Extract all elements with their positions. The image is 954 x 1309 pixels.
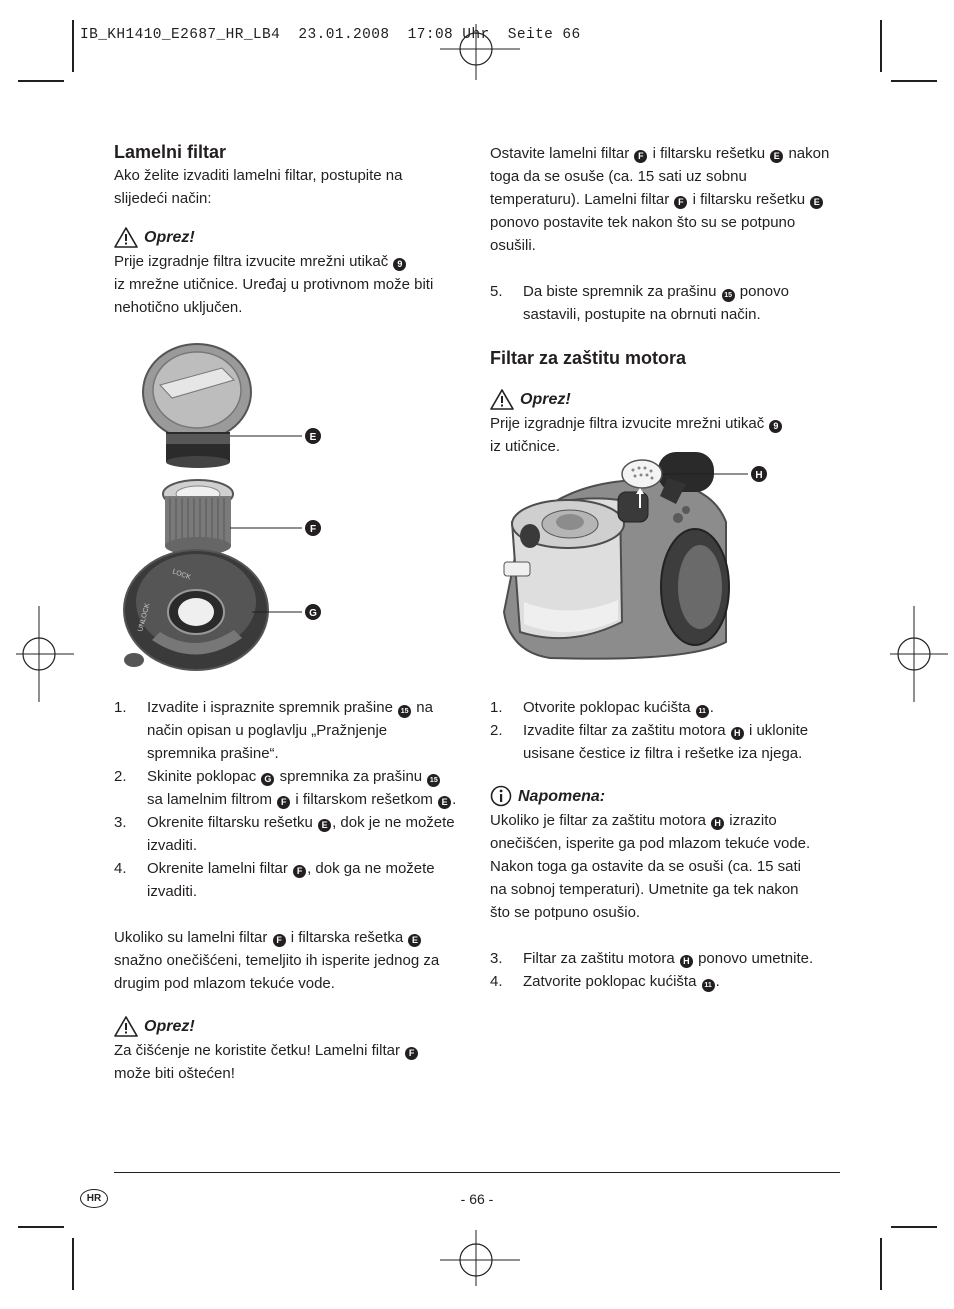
crop-mark	[18, 80, 64, 82]
crop-mark	[880, 1238, 882, 1290]
label-g: G	[309, 608, 317, 619]
list-item: 2. Skinite poklopac G spremnika za prašinu 15 sa lamelnim filtrom F i filtarskom rešetkom E .	[114, 768, 457, 808]
list-item: 4. Okrenite lamelni filtar F , dok ga ne možete izvaditi.	[114, 860, 435, 900]
label-f: F	[309, 524, 317, 535]
right-column-lower	[490, 696, 840, 993]
list-item: 3. Okrenite filtarsku rešetku E , dok je ne možete izvaditi.	[114, 814, 455, 854]
caution-text: Prije izgradnje filtra izvucite mrežni utikač 9 iz utičnice.	[490, 412, 840, 458]
registration-mark-bottom	[440, 1228, 520, 1288]
registration-mark-right	[888, 606, 950, 702]
marker-f: F	[674, 196, 687, 209]
vacuum-cleaner-illustration	[490, 452, 780, 664]
marker-f: F	[405, 1047, 418, 1060]
warning-icon	[490, 389, 514, 410]
list-item: 1. Otvorite poklopac kućišta 11 .	[490, 699, 714, 716]
note-heading: Napomena:	[490, 783, 840, 809]
crop-mark	[72, 1238, 74, 1290]
marker-15: 15	[427, 774, 440, 787]
left-column	[114, 140, 459, 319]
language-badge: HR	[80, 1189, 108, 1208]
caution-heading: Oprez!	[490, 386, 840, 412]
marker-e: E	[438, 796, 451, 809]
crop-mark	[72, 20, 74, 72]
print-slug: IB_KH1410_E2687_HR_LB4 23.01.2008 17:08 Uhr Seite 66	[80, 27, 581, 43]
note-text: Ukoliko je filtar za zaštitu motora H izrazito onečišćen, isperite ga pod mlazom tekuće vode. Nakon toga ga ostavite da se osuši (ca. 15 sati na sobnoj temperaturi). Umetnite ga tek nakon što se potpuno osušio.	[490, 812, 811, 921]
list-item: 1. Izvadite i ispraznite spremnik prašine 15 na način opisan u poglavlju „Pražnjenje spremnika prašine“.	[114, 699, 433, 762]
marker-f: F	[273, 934, 286, 947]
crop-mark	[891, 80, 937, 82]
list-item: 3. Filtar za zaštitu motora H ponovo umetnite.	[490, 950, 814, 967]
marker-11: 11	[702, 979, 715, 992]
drying-paragraph: Ostavite lamelni filtar F i filtarsku rešetku E nakon toga da se osuše (ca. 15 sati uz sobnu temperaturu). Lamelni filtar F i filtarsku rešetku E ponovo postavite tek nakon što su se potpuno osušili.	[490, 145, 830, 254]
left-column-lower	[114, 696, 459, 1085]
marker-9: 9	[769, 420, 782, 433]
list-item: 5. Da biste spremnik za prašinu 15 ponovo sastavili, postupite na obrnuti način.	[490, 283, 789, 323]
marker-e: E	[770, 150, 783, 163]
intro-text: Ako želite izvaditi lamelni filtar, postupite na slijedeći način:	[114, 167, 403, 207]
filter-exploded-illustration	[112, 340, 328, 678]
caution-text: Prije izgradnje filtra izvucite mrežni utikač 9 iz mrežne utičnice. Uređaj u protivnom može biti nehotično uključen.	[114, 253, 434, 316]
marker-e: E	[408, 934, 421, 947]
list-item: 2. Izvadite filtar za zaštitu motora H i uklonite usisane čestice iz filtra i rešetke iza njega.	[490, 722, 809, 762]
marker-h: H	[731, 727, 744, 740]
marker-e: E	[318, 819, 331, 832]
caution-heading: Oprez!	[114, 1013, 459, 1039]
marker-9: 9	[393, 258, 406, 271]
warning-icon	[114, 227, 138, 248]
right-column	[490, 142, 840, 458]
section-heading: Lamelni filtar	[114, 142, 227, 162]
label-e: E	[309, 432, 317, 443]
warning-icon	[114, 1016, 138, 1037]
registration-mark-left	[14, 606, 76, 702]
section-heading: Filtar za zaštitu motora	[490, 348, 687, 368]
marker-h: H	[711, 817, 724, 830]
marker-f: F	[634, 150, 647, 163]
marker-15: 15	[722, 289, 735, 302]
label-h: H	[755, 470, 763, 481]
marker-11: 11	[696, 705, 709, 718]
marker-e: E	[810, 196, 823, 209]
marker-g: G	[261, 773, 274, 786]
crop-mark	[880, 20, 882, 72]
marker-h: H	[680, 955, 693, 968]
marker-f: F	[277, 796, 290, 809]
cleaning-paragraph: Ukoliko su lamelni filtar F i filtarska rešetka E snažno onečišćeni, temeljito ih isperite jednog za drugim pod mlazom tekuće vode.	[114, 929, 440, 992]
lock-label: LOCK	[171, 568, 192, 582]
footer-rule	[114, 1172, 840, 1173]
info-icon	[490, 785, 512, 807]
marker-f: F	[293, 865, 306, 878]
marker-15: 15	[398, 705, 411, 718]
crop-mark	[891, 1226, 937, 1228]
crop-mark	[18, 1226, 64, 1228]
page-number: - 66 -	[460, 1191, 494, 1207]
caution-text: Za čišćenje ne koristite četku! Lamelni filtar F može biti oštećen!	[114, 1039, 459, 1085]
caution-heading: Oprez!	[114, 224, 459, 250]
unlock-label: UNLOCK	[137, 602, 152, 633]
list-item: 4. Zatvorite poklopac kućišta 11 .	[490, 973, 720, 990]
